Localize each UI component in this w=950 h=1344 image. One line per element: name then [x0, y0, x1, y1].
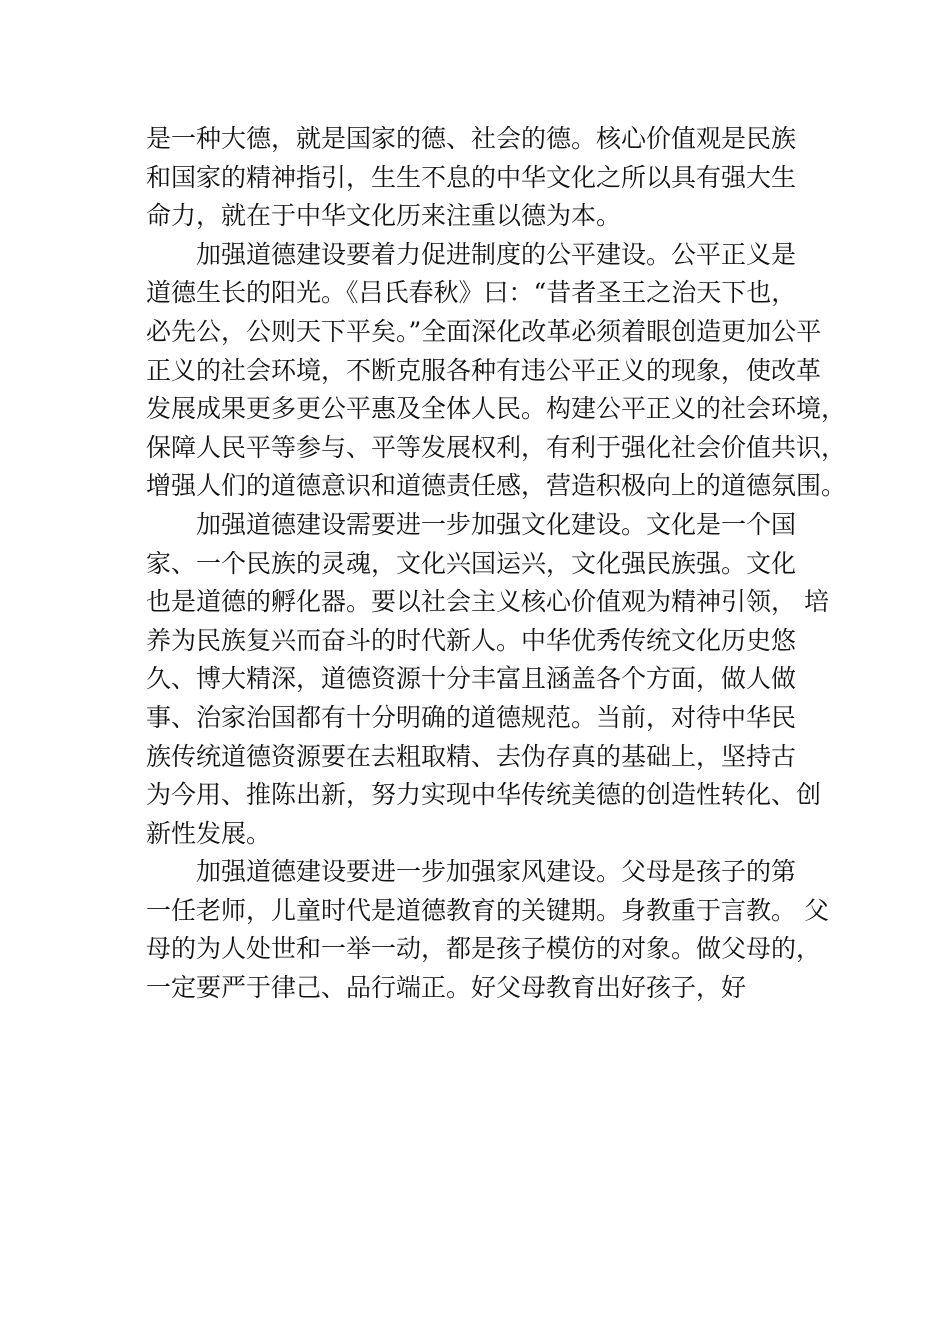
body-text	[146, 120, 846, 1008]
text-line: 是一种大德，就是国家的德、社会的德。核心价值观是民族	[146, 124, 797, 153]
text-line: 加强道德建设要进一步加强家风建设。父母是孩子的第	[196, 857, 797, 887]
text-line: 道德生长的阳光。《吕氏春秋》曰：“昔者圣王之治天下也，	[146, 278, 797, 308]
text-line: 必先公，公则天下平矣。”全面深化改革必须着眼创造更加公平	[146, 316, 822, 346]
text-line: 加强道德建设需要进一步加强文化建设。文化是一个国	[196, 509, 797, 539]
text-line: 事、治家治国都有十分明确的道德规范。当前，对待中华民	[146, 702, 797, 732]
text-line: 为今用、推陈出新，努力实现中华传统美德的创造性转化、创	[146, 780, 822, 810]
text-line: 母的为人处世和一举一动，都是孩子模仿的对象。做父母的，	[146, 934, 822, 964]
paragraph-family-tradition	[146, 853, 846, 1007]
text-line: 发展成果更多更公平惠及全体人民。构建公平正义的社会环境，	[146, 394, 847, 424]
text-line: 命力，就在于中华文化历来注重以德为本。	[146, 201, 622, 231]
text-line: 家、一个民族的灵魂，文化兴国运兴，文化强民族强。文化	[146, 548, 797, 578]
text-line: 一定要严于律己、品行端正。好父母教育出好孩子，好	[146, 973, 747, 1003]
text-line: 和国家的精神指引，生生不息的中华文化之所以具有强大生	[146, 162, 797, 192]
paragraph-fairness	[146, 236, 846, 506]
text-line: 族传统道德资源要在去粗取精、去伪存真的基础上，坚持古	[146, 741, 797, 771]
paragraph-core-values	[146, 120, 846, 236]
text-line: 加强道德建设要着力促进制度的公平建设。公平正义是	[196, 239, 797, 269]
text-line: 养为民族复兴而奋斗的时代新人。中华优秀传统文化历史悠	[146, 625, 797, 655]
paragraph-culture	[146, 506, 846, 853]
text-line: 也是道德的孵化器。要以社会主义核心价值观为精神引领， 培	[146, 587, 829, 617]
text-line: 久、博大精深，道德资源十分丰富且涵盖各个方面，做人做	[146, 664, 797, 694]
text-line: 正义的社会环境，不断克服各种有违公平正义的现象，使改革	[146, 355, 822, 385]
text-line: 保障人民平等参与、平等发展权利，有利于强化社会价值共识，	[146, 432, 847, 462]
text-line: 增强人们的道德意识和道德责任感，营造积极向上的道德氛围。	[146, 471, 847, 501]
text-line: 新性发展。	[146, 818, 272, 848]
text-line: 一任老师，儿童时代是道德教育的关键期。身教重于言教。 父	[146, 895, 829, 925]
